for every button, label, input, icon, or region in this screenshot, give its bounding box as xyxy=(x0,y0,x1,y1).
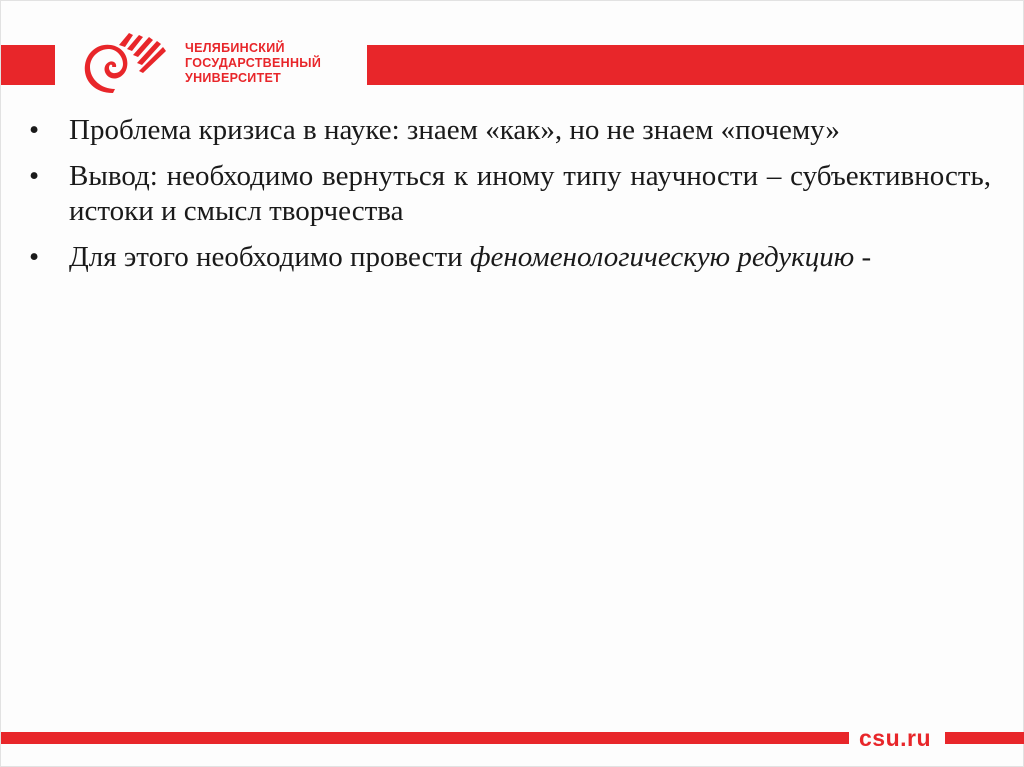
university-name-line-2: ГОСУДАРСТВЕННЫЙ xyxy=(185,56,322,70)
footer-bar-left xyxy=(1,732,849,744)
bullet-text xyxy=(69,240,991,275)
bullet-marker: • xyxy=(29,160,40,192)
footer-site-link[interactable]: csu.ru xyxy=(859,725,932,751)
bullet-text-normal: Для этого необходимо провести xyxy=(69,241,470,273)
bullet-text: Вывод: необходимо вернуться к иному типу научности – субъективность, истоки и смысл творчества xyxy=(69,160,991,227)
header-bar-left xyxy=(1,45,55,85)
bullet-item xyxy=(29,113,991,148)
header-bar-right xyxy=(367,45,1024,85)
university-logo-icon xyxy=(79,31,179,99)
university-name-line-3: УНИВЕРСИТЕТ xyxy=(185,71,282,85)
bullet-text: Проблема кризиса в науке: знаем «как», но не знаем «почему» xyxy=(69,114,840,146)
bullet-text-italic: феноменологическую редукцию - xyxy=(469,241,872,273)
university-name xyxy=(185,41,321,86)
bullet-marker: • xyxy=(29,114,40,146)
bullet-item xyxy=(29,159,991,229)
bullet-item xyxy=(29,240,991,275)
university-name-line-1: ЧЕЛЯБИНСКИЙ xyxy=(185,41,285,55)
bullet-list xyxy=(29,113,991,286)
footer-bar-right xyxy=(945,732,1024,744)
bullet-marker: • xyxy=(29,241,40,273)
